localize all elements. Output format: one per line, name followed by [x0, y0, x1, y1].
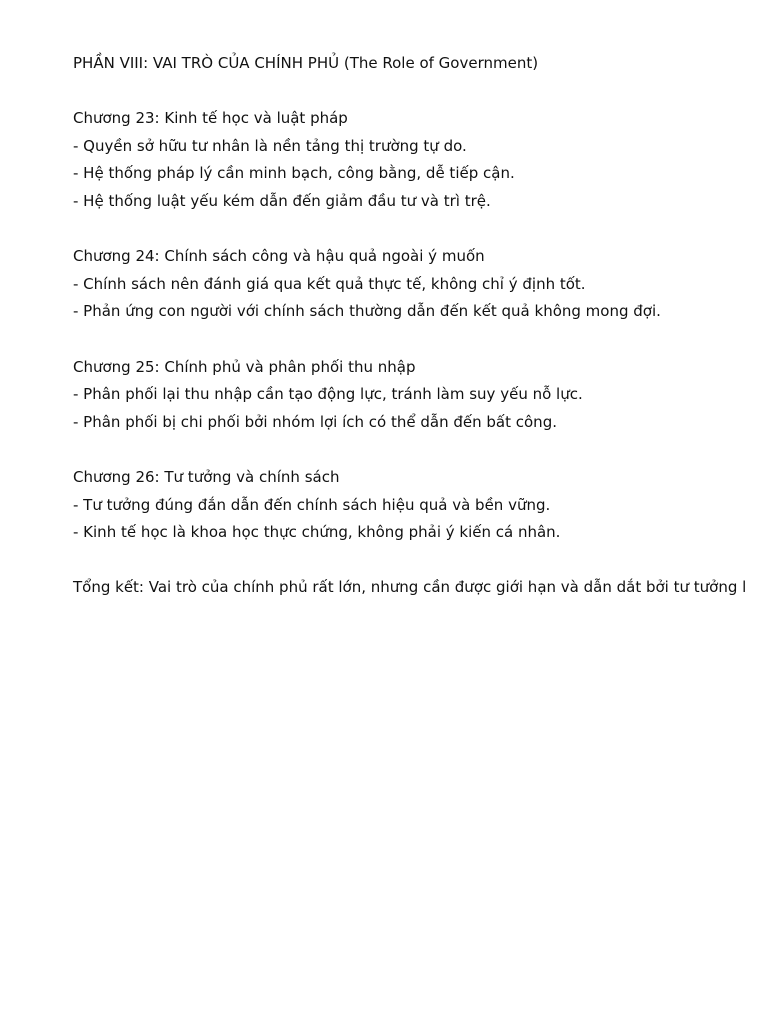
summary-text: Tổng kết: Vai trò của chính phủ rất lớn, nhưng cần được giới hạn và dẫn dắt bởi tư tưởng l: [73, 578, 747, 597]
chapter-heading: Chương 26: Tư tưởng và chính sách: [73, 467, 340, 486]
spacer: [73, 218, 768, 246]
chapter-point: - Hệ thống luật yếu kém dẫn đến giảm đầu tư và trì trệ.: [73, 191, 491, 210]
chapter-point: - Kinh tế học là khoa học thực chứng, không phải ý kiến cá nhân.: [73, 523, 561, 542]
chapter-26: [73, 466, 768, 549]
spacer: [73, 549, 768, 577]
chapter-point: - Quyền sở hữu tư nhân là nền tảng thị trường tự do.: [73, 136, 467, 155]
chapter-point: - Tư tưởng đúng đắn dẫn đến chính sách hiệu quả và bền vững.: [73, 495, 551, 514]
spacer: [73, 80, 768, 108]
chapter-point: - Phân phối lại thu nhập cần tạo động lực, tránh làm suy yếu nỗ lực.: [73, 385, 583, 404]
chapter-24: [73, 245, 768, 328]
chapter-heading: Chương 25: Chính phủ và phân phối thu nhập: [73, 357, 416, 376]
chapter-heading: Chương 23: Kinh tế học và luật pháp: [73, 109, 348, 128]
spacer: [73, 328, 768, 356]
chapter-point: - Hệ thống pháp lý cần minh bạch, công bằng, dễ tiếp cận.: [73, 164, 515, 183]
chapter-25: [73, 356, 768, 439]
chapter-23: [73, 107, 768, 217]
chapter-heading: Chương 24: Chính sách công và hậu quả ngoài ý muốn: [73, 247, 485, 266]
chapter-point: - Phân phối bị chi phối bởi nhóm lợi ích có thể dẫn đến bất công.: [73, 412, 557, 431]
document-title: PHẦN VIII: VAI TRÒ CỦA CHÍNH PHỦ (The Role of Government): [73, 54, 539, 72]
document-page: [73, 52, 768, 604]
chapter-point: - Chính sách nên đánh giá qua kết quả thực tế, không chỉ ý định tốt.: [73, 274, 586, 293]
spacer: [73, 438, 768, 466]
chapter-point: - Phản ứng con người với chính sách thường dẫn đến kết quả không mong đợi.: [73, 302, 661, 321]
